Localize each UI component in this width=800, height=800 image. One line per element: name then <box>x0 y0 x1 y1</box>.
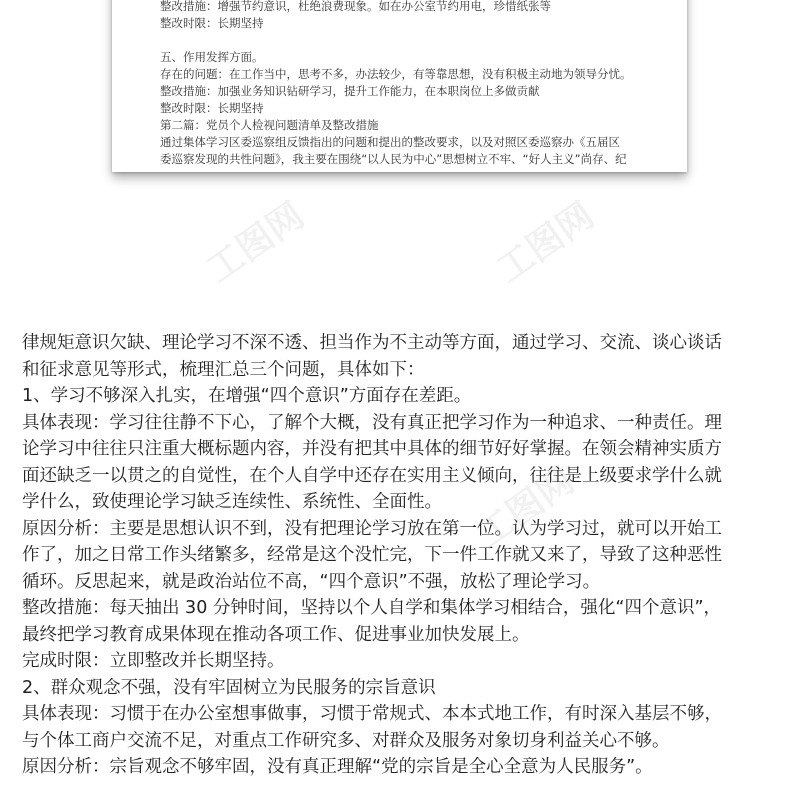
preview-line <box>160 32 660 49</box>
preview-text-block <box>160 0 660 168</box>
preview-line: 整改措施：增强节约意识，杜绝浪费现象。如在办公室节约用电，珍惜纸张等 <box>160 0 551 13</box>
body-line: 2、群众观念不强，没有牢固树立为民服务的宗旨意识 <box>22 677 436 698</box>
body-line: 论学习中往往只注重大概标题内容，并没有把其中具体的细节好好掌握。在领会精神实质方 <box>22 439 722 459</box>
body-line: 与个体工商户交流不足，对重点工作研究多、对群众及服务对象切身利益关心不够。 <box>22 730 670 751</box>
preview-line: 整改时限：长期坚持 <box>160 101 264 115</box>
preview-line: 存在的问题：在工作当中，思考不多，办法较少，有等靠思想，没有积极主动地为领导分忧。 <box>160 67 632 81</box>
body-line: 具体表现：学习往往静不下心，了解个大概，没有真正把学习作为一种追求、一种责任。理 <box>22 412 722 433</box>
body-line: 循环。反思起来，就是政治站位不高，“四个意识”不强，放松了理论学习。 <box>22 571 601 592</box>
preview-line: 第二篇：党员个人检视问题清单及整改措施 <box>160 118 379 132</box>
watermark-logo: 工图网 <box>489 195 602 291</box>
body-line: 作了，加之日常工作头绪繁多，经常是这个没忙完，下一件工作就又来了，导致了这种恶性 <box>22 545 722 565</box>
article-body <box>22 330 782 781</box>
body-line: 和征求意见等形式，梳理汇总三个问题，具体如下： <box>22 359 425 380</box>
preview-line: 委巡察发现的共性问题》，我主要在围绕“以人民为中心”思想树立不牢、“好人主义”尚存、纪 <box>160 152 627 166</box>
watermark-logo: 工图网 <box>469 460 582 556</box>
body-line: 律规矩意识欠缺、理论学习不深不透、担当作为不主动等方面，通过学习、交流、谈心谈话 <box>22 333 722 353</box>
body-line: 完成时限：立即整改并长期坚持。 <box>22 651 285 671</box>
body-line: 最终把学习教育成果体现在推动各项工作、促进事业加快发展上。 <box>22 624 530 645</box>
body-line: 原因分析：主要是思想认识不到，没有把理论学习放在第一位。认为学习过，就可以开始工 <box>22 518 722 539</box>
body-line: 整改措施：每天抽出 30 分钟时间，坚持以个人自学和集体学习相结合，强化“四个意识”， <box>22 598 722 618</box>
preview-line: 整改措施：加强业务知识钻研学习，提升工作能力，在本职岗位上多做贡献 <box>160 84 540 98</box>
body-line: 学什么，致使理论学习缺乏连续性、系统性、全面性。 <box>22 492 442 512</box>
preview-line: 整改时限：长期坚持 <box>160 16 264 30</box>
preview-line: 通过集体学习区委巡察组反馈指出的问题和提出的整改要求，以及对照区委巡察办《五届区 <box>160 135 620 149</box>
body-line: 原因分析：宗旨观念不够牢固，没有真正理解“党的宗旨是全心全意为人民服务”。 <box>22 757 653 777</box>
body-line: 具体表现：习惯于在办公室想事做事，习惯于常规式、本本式地工作，有时深入基层不够， <box>22 704 722 724</box>
preview-line: 五、作用发挥方面。 <box>160 50 264 64</box>
watermark-logo: 工图网 <box>199 195 312 291</box>
body-line: 面还缺乏一以贯之的自觉性，在个人自学中还存在实用主义倾向，往往是上级要求学什么就 <box>22 465 722 486</box>
document-page-preview <box>112 0 687 172</box>
body-line: 1、学习不够深入扎实，在增强“四个意识”方面存在差距。 <box>22 386 472 406</box>
